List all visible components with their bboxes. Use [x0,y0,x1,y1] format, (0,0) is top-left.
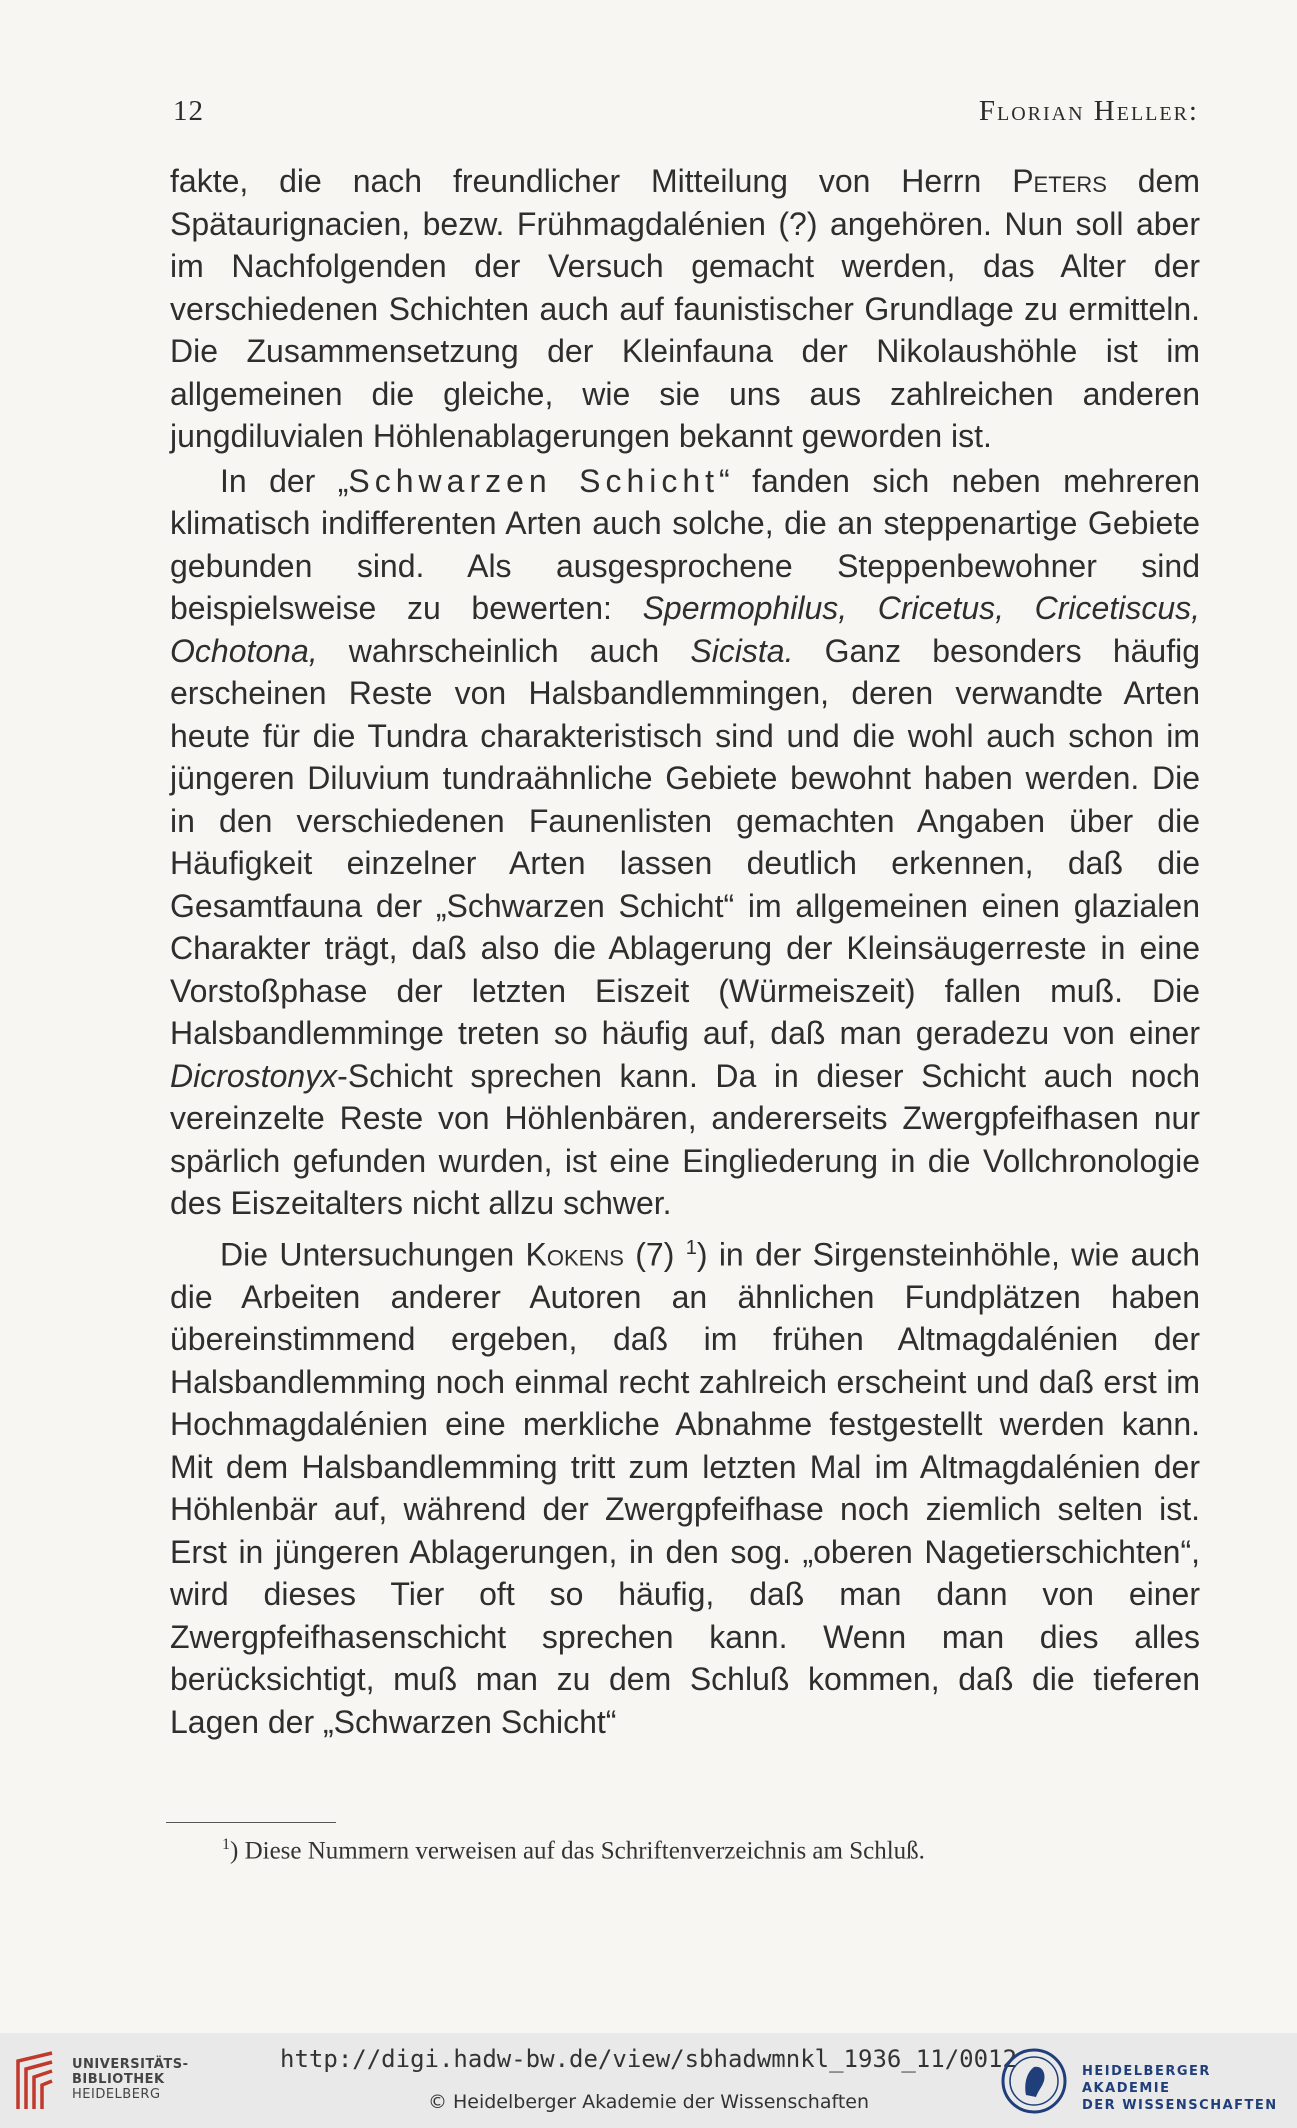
paragraph-3 [170,1227,1200,1744]
footnote-text: ) Diese Nummern verweisen auf das Schriftenverzeichnis am Schluß. [230,1837,925,1865]
academy-seal-icon [1000,2047,1068,2115]
viewer-footer [0,2033,1297,2128]
spaced-term: Schwarzen Schicht [348,462,720,499]
academy-name [1082,2063,1297,2114]
copyright-notice: © Heidelberger Akademie der Wissenschaften [427,2091,870,2113]
text-run: ) in der Sirgensteinhöhle, wie auch die Arbeiten anderer Autoren an ähnlichen Fundplätzen haben übereinstimmend ergeben, daß im frühen Altmagdalénien der Halsbandlemming noch einmal recht zahlreich erscheint und daß erst im Hochmagdalénien eine merkliche Abnahme festgestellt werden kann. Mit dem Halsbandlemming tritt zum letzten Mal im Altmagdalénien der Höhlenbär auf, während der Zwergpfeifhase noch ziemlich selten ist. Erst in jüngeren Ablagerungen, in den sog. „oberen Nagetierschichten“, wird dieses Tier oft so häufig, daß man dann von einer Zwergpfeifhasenschicht sprechen kann. Wenn man dies alles berücksichtigt, muß man zu dem Schluß kommen, daß die tieferen Lagen der „Schwarzen Schicht“ [170,1236,1201,1740]
running-title: Florian Heller: [978,95,1199,127]
text-run: fakte, die nach freundlicher Mitteilung von Herrn [170,163,1013,199]
text-run: Ganz besonders häufig erscheinen Reste von Halsbandlemmingen, deren verwandte Arten heute für die Tundra charakteristisch sind und die wohl auch schon im jüngeren Diluvium tundraähnliche Gebiete bewohnt haben werden. Die in den verschiedenen Faunenlisten gemachten Angaben über die Häufigkeit einzelner Arten lassen deutlich erkennen, daß die Gesamtfauna der „Schwarzen Schicht“ im allgemeinen einen glazialen Charakter trägt, daß also die Ablagerung der Kleinsäugerreste in eine Vorstoßphase der letzten Eiszeit (Würmeiszeit) fallen muß. Die Halsbandlemminge treten so häufig auf, daß man geradezu von einer [170,632,1201,1051]
text-run: -Schicht sprechen kann. Da in dieser Schicht auch noch vereinzelte Reste von Höhlenbären, andererseits Zwergpfeifhasen nur spärlich gefunden wurden, ist eine Eingliederung in die Vollchronologie des Eiszeitalters nicht allzu schwer. [170,1057,1200,1221]
paragraph-1 [170,160,1200,458]
author-name: Peters [1012,163,1107,199]
taxon-name: Dicrostonyx [170,1057,338,1094]
library-line: UNIVERSITÄTS- [72,2057,189,2072]
text-run: Die Untersuchungen [220,1236,526,1273]
text-run: dem Spätaurignacien, bezw. Frühmagdalénien (?) angehören. Nun soll aber im Nachfolgenden der Versuch gemacht werden, das Alter der verschiedenen Schichten auch auf faunistischer Grundlage zu ermitteln. Die Zusammensetzung der Kleinfauna der Nikolaushöhle ist im allgemeinen die gleiche, wie sie uns aus zahlreichen anderen jungdiluvialen Höhlenablagerungen bekannt geworden ist. [170,163,1201,454]
text-run: (7) [623,1236,686,1273]
footnote-divider [166,1822,336,1823]
text-run: In der „ [220,462,349,499]
author-name: Kokens [525,1236,624,1273]
library-line: BIBLIOTHEK [72,2072,165,2087]
academy-line: HEIDELBERGER AKADEMIE [1082,2064,1211,2096]
footnote-reference: 1 [685,1236,697,1259]
footnote-mark: 1 [222,1836,230,1853]
taxon-names: Spermophilus, Cricetus, Cricetiscus, Ochotona, [170,590,1201,669]
academy-line: DER WISSENSCHAFTEN [1082,2098,1278,2113]
text-run: wahrscheinlich auch [317,632,691,669]
taxon-name: Sicista. [690,632,794,669]
permalink-url[interactable]: http://digi.hadw-bw.de/view/sbhadwmnkl_1936_11/0012 [280,2045,1017,2073]
library-line: HEIDELBERG [72,2087,161,2102]
body-text [170,160,1200,1743]
page-number: 12 [173,95,204,127]
text-run: “ fanden sich neben mehreren klimatisch indifferenten Arten auch solche, die an steppenartige Gebiete gebunden sind. Als ausgesprochene Steppenbewohner sind beispielsweise zu bewerten: [170,462,1201,626]
paragraph-2 [170,460,1200,1225]
footnote [222,1829,1202,1867]
